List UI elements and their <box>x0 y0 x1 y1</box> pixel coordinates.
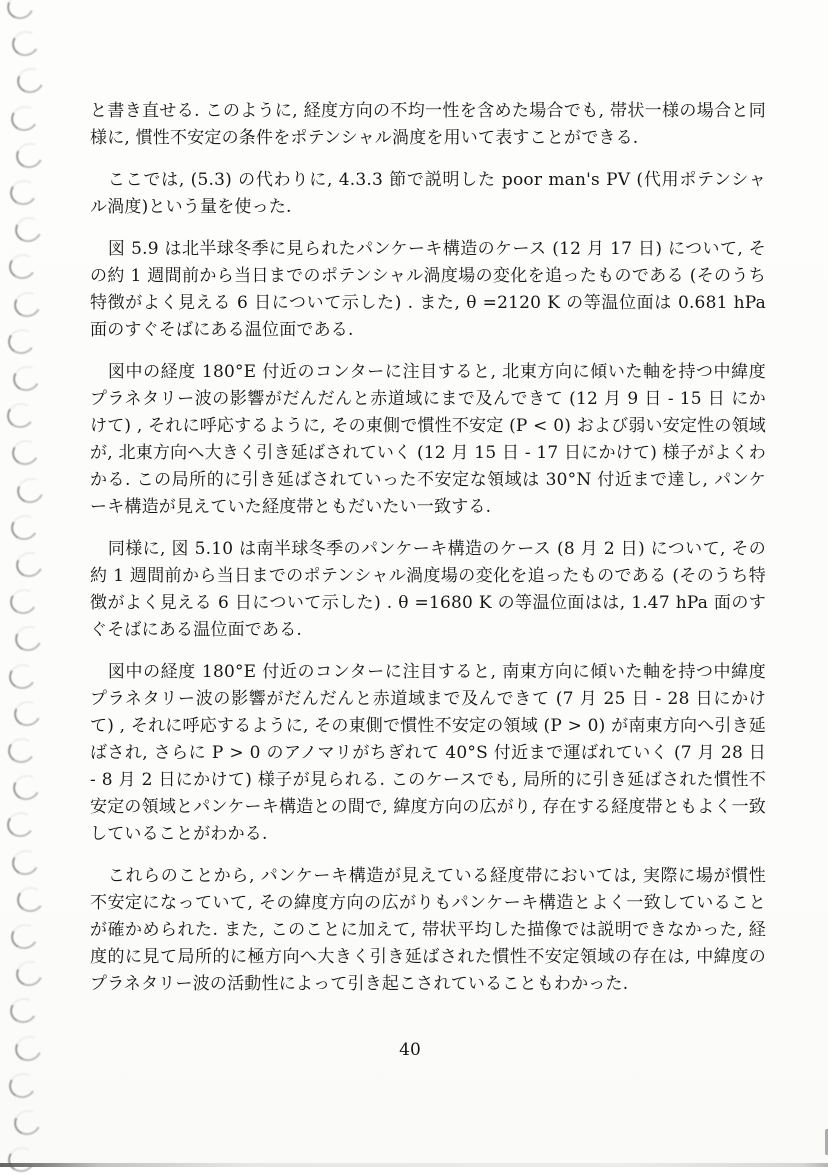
paragraph-2: ここでは, (5.3) の代わりに, 4.3.3 節で説明した poor man's PV (代用ポテンシャル渦度)という量を使った. <box>90 170 766 217</box>
binding-hole <box>9 28 42 59</box>
page-edge-shadow <box>0 1163 828 1167</box>
binding-hole <box>6 326 37 356</box>
binding-hole <box>5 810 36 840</box>
binding-hole <box>11 1032 45 1065</box>
paragraph-5: 同様に, 図 5.10 は南半球冬季のパンケーキ構造のケース (8 月 2 日) について, その約 1 週間前から当日までのポテンシャル渦度場の変化を追ったものである (そのうち特徴がよく見える 6 日について示した) . θ =1680 K の等温位面はは, 1.47 hPa 面のすぐそばにある温位面である. <box>90 539 766 640</box>
binding-hole <box>13 473 47 506</box>
binding-hole <box>12 623 46 656</box>
binding-hole <box>11 697 45 729</box>
paragraph-6: 図中の経度 180°E 付近のコンターに注目すると, 南東方向に傾いた軸を持つ中緯度プラネタリー波の影響がだんだんと赤道域まで及んできて (7 月 25 日 - 28 日にかけて) , それに呼応するように, その東側で慣性不安定の領域 (P > 0) が南東方向へ引き延ばされ, さらに P > 0 のアノマリがちぎれて 40°S 付近まで運ばれていく (7 月 28 日 - 8 月 2 日にかけて) 様子が見られる. このケースでも, 局所的に引き延ばされた慣性不安定の領域とパンケーキ構造との間で, 緯度方向の広がり, 存在する経度帯ともよく一致していることがわかる. <box>90 662 766 844</box>
binding-hole <box>9 846 42 878</box>
paragraph-3: 図 5.9 は北半球冬季に見られたパンケーキ構造のケース (12 月 17 日) について, その約 1 週間前から当日までのポテンシャル渦度場の変化を追ったものである (そのうち特徴がよく見える 6 日について示した) . また, θ =2120 K の等温位面は 0.681 hPa 面のすぐそばにある温位面である. <box>90 239 766 340</box>
binding-hole <box>8 512 41 543</box>
binding-hole <box>12 213 46 245</box>
binding-hole <box>7 995 40 1026</box>
binding-hole <box>8 177 40 207</box>
paragraph-1: と書き直せる. このように, 経度方向の不均一性を含めた場合でも, 帯状一様の場合と同様に, 慣性不安定の条件をポテンシャル渦度を用いて表すことができる. <box>90 101 766 148</box>
paragraph-4: 図中の経度 180°E 付近のコンターに注目すると, 北東方向に傾いた軸を持つ中緯度プラネタリー波の影響がだんだんと赤道域にまで及んできて (12 月 9 日 - 15 日 にかけて) , それに呼応するように, その東側で慣性不安定 (P < 0) および弱い安定性の領域が, 北東方向へ大きく引き延ばされていく (12 月 15 日 - 17 日にかけて) 様子がよくわかる. この局所的に引き延ばされていった不安定な領域は 30°N 付近まで達し, パンケーキ構造が見えていた経度帯ともだいたい一致する. <box>90 362 766 517</box>
body-text <box>90 98 766 1013</box>
paragraph-7: これらのことから, パンケーキ構造が見えている経度帯においては, 実際に場が慣性不安定になっていて, その緯度方向の広がりもパンケーキ構造とよく一致していることが確かめられた. また, このことに加えて, 帯状平均した描像では説明できなかった, 経度的に見て局所的に極方向へ大きく引き延ばされた慣性不安定領域の存在は, 中緯度のプラネタリー波の活動性によって引き起こされていることもわかった. <box>90 866 766 994</box>
binding-hole <box>6 1144 38 1174</box>
binding-hole <box>8 921 41 952</box>
binding-hole <box>3 0 37 23</box>
binding-hole <box>6 735 38 765</box>
binding-hole <box>8 103 40 134</box>
binding-hole <box>10 772 43 804</box>
binding-hole <box>10 363 43 395</box>
binding-hole <box>7 252 39 282</box>
binding-hole <box>15 885 46 914</box>
binding-hole <box>11 288 44 320</box>
binding-hole <box>12 548 46 581</box>
binding-hole <box>13 64 47 97</box>
binding-hole <box>9 437 42 468</box>
binding-hole <box>7 586 39 617</box>
spiral-binding-holes <box>0 0 64 1167</box>
binding-hole <box>6 1070 38 1101</box>
binding-hole <box>12 957 46 990</box>
binding-hole <box>7 661 39 691</box>
binding-hole <box>11 1106 45 1139</box>
page-number: 40 <box>399 1040 421 1060</box>
binding-hole <box>5 401 36 430</box>
binding-hole <box>13 139 47 172</box>
